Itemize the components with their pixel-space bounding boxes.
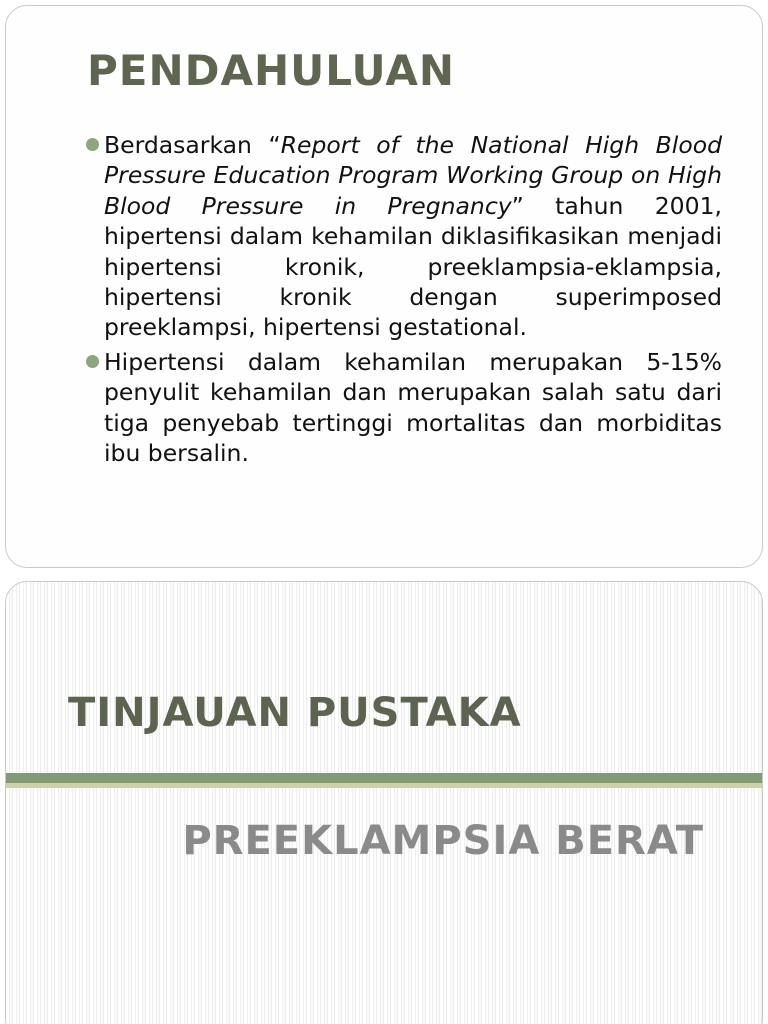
bullet-dot-icon xyxy=(86,138,99,151)
bullet-item xyxy=(86,130,722,343)
section-title: TINJAUAN PUSTAKA xyxy=(68,690,522,736)
slide-pendahuluan xyxy=(5,5,763,568)
divider-tan xyxy=(6,783,762,788)
divider-green xyxy=(6,773,762,783)
bullet-item xyxy=(86,347,722,469)
bullet-prefix: Berdasarkan “ xyxy=(104,131,281,159)
slide-tinjauan-pustaka xyxy=(5,581,763,1024)
bullet-list xyxy=(86,130,722,472)
report-title: Report of the National High Blood Pressure Education Program Working Group on High Blood Pressure in Pregnancy xyxy=(104,131,722,220)
bullet-suffix: ” tahun 2001, hipertensi dalam kehamilan diklasifikasikan menjadi hipertensi kronik, preeklampsia-eklampsia, hipertensi kronik dengan superimposed preeklampsi, hipertensi gestational. xyxy=(104,191,722,342)
slide-title: PENDAHULUAN xyxy=(87,46,455,95)
bullet-text: Hipertensi dalam kehamilan merupakan 5-15% penyulit kehamilan dan merupakan salah satu dari tiga penyebab tertinggi mortalitas dan morbiditas ibu bersalin. xyxy=(104,347,722,468)
section-subtitle: PREEKLAMPSIA BERAT xyxy=(182,818,704,864)
bullet-dot-icon xyxy=(86,355,99,368)
